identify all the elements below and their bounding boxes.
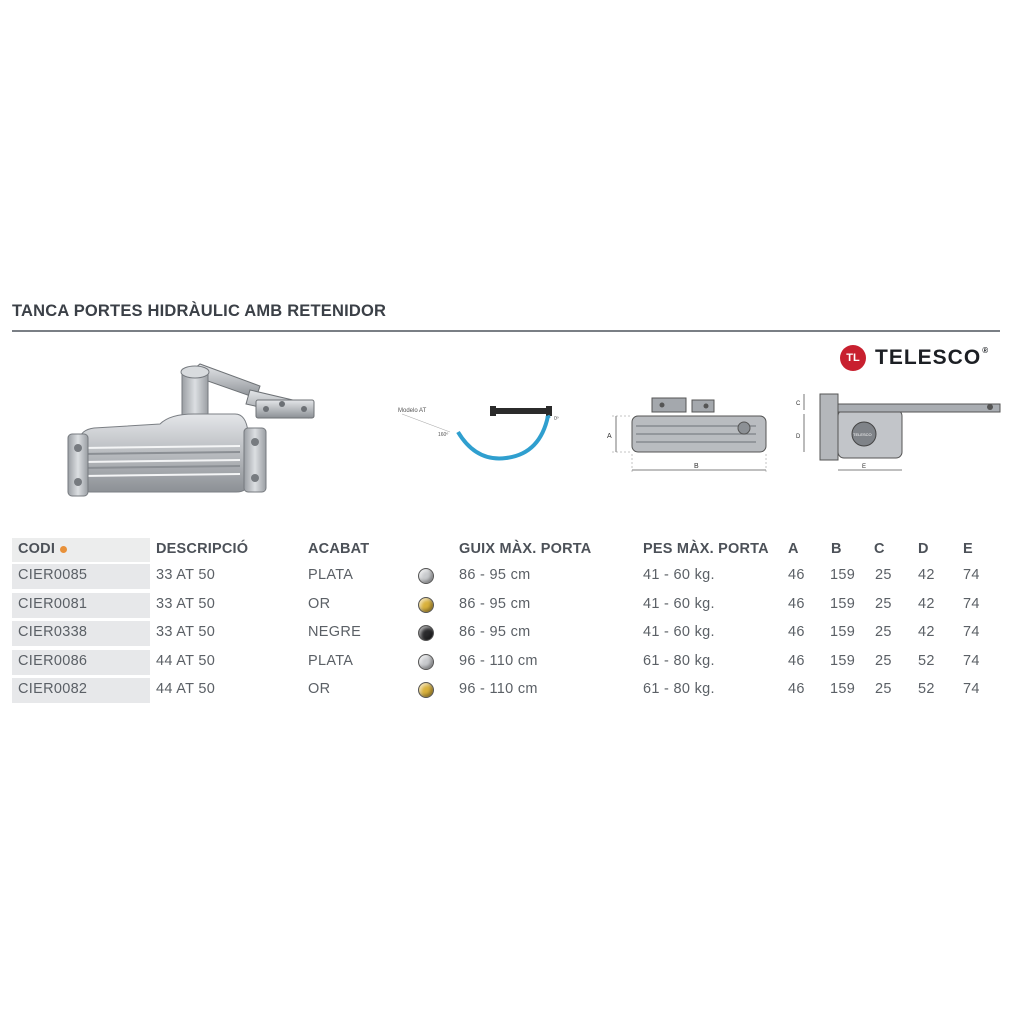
table-row (12, 591, 1002, 620)
table-header-row (12, 538, 1002, 562)
dim-e-label: E (862, 464, 867, 470)
cell-pes: 61 - 80 kg. (643, 652, 715, 669)
cell-d: 42 (918, 567, 935, 583)
cell-acabat: PLATA (308, 652, 354, 669)
cell-pes: 61 - 80 kg. (643, 681, 715, 697)
cell-c: 25 (875, 652, 892, 669)
swing-model-label: Modelo AT (398, 408, 427, 414)
table-body (12, 562, 1002, 705)
cell-e: 74 (963, 567, 980, 583)
cell-descripcio: 33 AT 50 (156, 567, 216, 583)
cell-b: 159 (830, 624, 856, 640)
cell-pes: 41 - 60 kg. (643, 567, 715, 583)
finish-swatch-icon (418, 682, 434, 698)
cell-descripcio: 44 AT 50 (156, 681, 216, 697)
cell-descripcio: 33 AT 50 (156, 624, 216, 640)
table-row (12, 676, 1002, 705)
cell-guix: 86 - 95 cm (459, 595, 531, 612)
cell-d: 52 (918, 681, 935, 697)
cell-e: 74 (963, 652, 980, 669)
dim-d-label: D (796, 434, 801, 440)
cell-guix: 86 - 95 cm (459, 567, 531, 583)
cell-c: 25 (875, 567, 892, 583)
dim-b-label: B (694, 463, 699, 470)
side-brand-label: TELESCO (853, 432, 872, 437)
telesco-logo-text (875, 346, 989, 370)
cell-d: 52 (918, 652, 935, 669)
cell-e: 74 (963, 624, 980, 640)
header-d: D (918, 541, 929, 557)
cell-b: 159 (830, 595, 856, 612)
header-codi (18, 541, 67, 557)
cell-guix: 86 - 95 cm (459, 624, 531, 640)
cell-guix: 96 - 110 cm (459, 652, 538, 669)
telesco-logo-mark-icon: TL (840, 345, 866, 371)
cell-codi: CIER0081 (18, 595, 88, 612)
cell-a: 46 (788, 567, 805, 583)
cell-descripcio: 33 AT 50 (156, 595, 216, 612)
front-dimension-diagram (606, 390, 776, 480)
cell-codi: CIER0086 (18, 652, 88, 669)
cell-b: 159 (830, 681, 856, 697)
swing-zero-label: 0º (554, 416, 559, 422)
header-b: B (831, 541, 842, 557)
cell-guix: 96 - 110 cm (459, 681, 538, 697)
table-row (12, 648, 1002, 677)
door-closer-photo (60, 352, 338, 512)
cell-acabat: NEGRE (308, 624, 362, 640)
cell-pes: 41 - 60 kg. (643, 624, 715, 640)
cell-acabat: PLATA (308, 567, 354, 583)
cell-codi: CIER0082 (18, 681, 88, 697)
cell-c: 25 (875, 595, 892, 612)
header-codi-label: CODI (18, 541, 56, 557)
header-a: A (788, 541, 799, 557)
cell-a: 46 (788, 624, 805, 640)
title-divider (12, 330, 1000, 332)
table-row (12, 619, 1002, 648)
cell-b: 159 (830, 567, 856, 583)
logo-registered: ® (982, 346, 990, 355)
side-dimension-diagram (794, 388, 1006, 478)
header-acabat: ACABAT (308, 541, 370, 557)
swing-angle-label: 160º (438, 432, 449, 438)
finish-swatch-icon (418, 654, 434, 670)
logo-name: TELESCO (875, 346, 982, 369)
product-table (12, 538, 1002, 705)
finish-swatch-icon (418, 568, 434, 584)
header-guix: GUIX MÀX. PORTA (459, 541, 592, 557)
page-title: TANCA PORTES HIDRÀULIC AMB RETENIDOR (12, 302, 387, 320)
finish-swatch-icon (418, 625, 434, 641)
cell-d: 42 (918, 624, 935, 640)
cell-b: 159 (830, 652, 856, 669)
cell-pes: 41 - 60 kg. (643, 595, 715, 612)
table-row (12, 562, 1002, 591)
finish-swatch-icon (418, 597, 434, 613)
orange-dot-icon (60, 546, 67, 553)
cell-codi: CIER0085 (18, 567, 88, 583)
cell-c: 25 (875, 624, 892, 640)
cell-e: 74 (963, 595, 980, 612)
header-pes: PES MÀX. PORTA (643, 541, 769, 557)
cell-a: 46 (788, 681, 805, 697)
cell-acabat: OR (308, 595, 331, 612)
header-descripcio: DESCRIPCIÓ (156, 541, 249, 557)
cell-codi: CIER0338 (18, 624, 88, 640)
dim-c-label: C (796, 401, 801, 407)
cell-d: 42 (918, 595, 935, 612)
cell-a: 46 (788, 652, 805, 669)
cell-a: 46 (788, 595, 805, 612)
dim-a-label: A (607, 433, 612, 440)
cell-c: 25 (875, 681, 892, 697)
cell-acabat: OR (308, 681, 331, 697)
swing-angle-diagram (388, 394, 566, 470)
telesco-logo (840, 344, 989, 372)
header-e: E (963, 541, 973, 557)
header-c: C (874, 541, 885, 557)
cell-descripcio: 44 AT 50 (156, 652, 216, 669)
cell-e: 74 (963, 681, 980, 697)
